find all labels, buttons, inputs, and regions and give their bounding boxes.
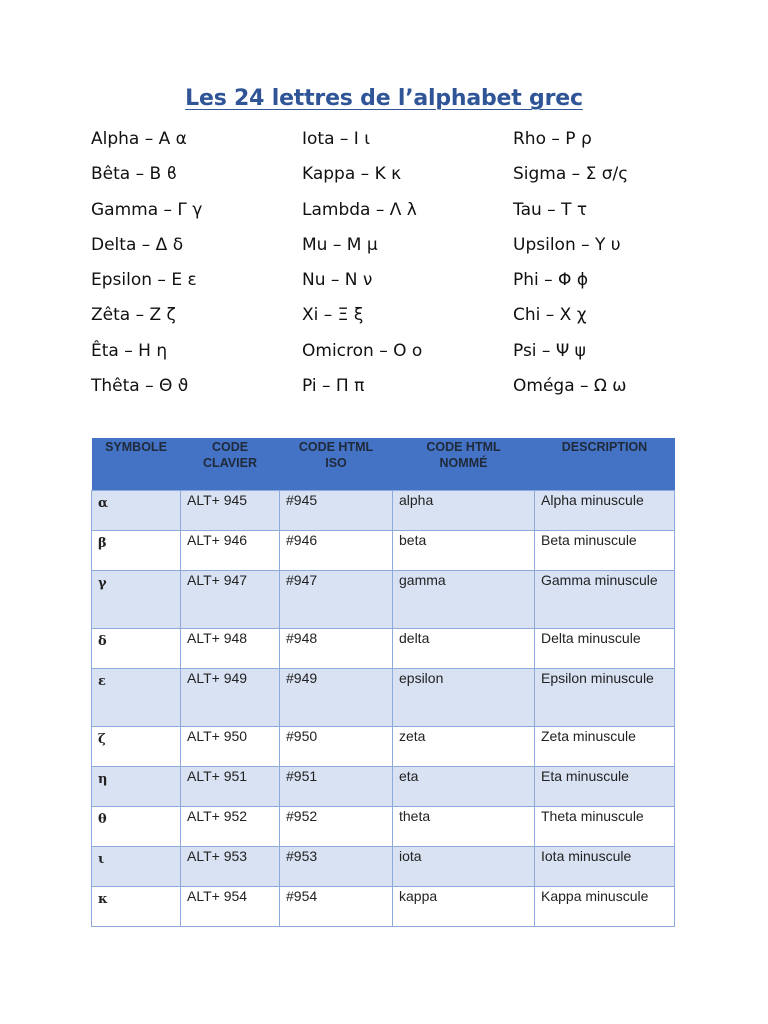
- symbol-cell: ι: [92, 847, 181, 887]
- table-row: [92, 887, 675, 927]
- description-cell: Kappa minuscule: [535, 887, 675, 927]
- html-iso-code-cell: #950: [280, 727, 393, 767]
- html-iso-code-cell: #954: [280, 887, 393, 927]
- symbol-cell: δ: [92, 629, 181, 669]
- keyboard-code-cell: ALT+ 947: [181, 571, 280, 629]
- html-named-code-cell: iota: [393, 847, 535, 887]
- html-iso-code-cell: #949: [280, 669, 393, 727]
- html-named-code-cell: alpha: [393, 491, 535, 531]
- letter-tau: Tau – Τ τ: [513, 199, 588, 220]
- description-cell: Epsilon minuscule: [535, 669, 675, 727]
- description-cell: Delta minuscule: [535, 629, 675, 669]
- keyboard-code-cell: ALT+ 948: [181, 629, 280, 669]
- table-row: [92, 571, 675, 629]
- letter-omega: Oméga – Ω ω: [513, 376, 627, 397]
- table-row: [92, 727, 675, 767]
- keyboard-code-cell: ALT+ 950: [181, 727, 280, 767]
- table-row: [92, 807, 675, 847]
- letter-pi: Pi – Π π: [302, 376, 365, 397]
- header-symbole: SYMBOLE: [92, 438, 181, 491]
- letter-xi: Xi – Ξ ξ: [302, 305, 364, 326]
- header-code-html-nomme: CODE HTML NOMMÉ: [393, 438, 535, 491]
- html-iso-code-cell: #951: [280, 767, 393, 807]
- letter-gamma: Gamma – Γ γ: [91, 199, 203, 220]
- table-row: [92, 531, 675, 571]
- description-cell: Theta minuscule: [535, 807, 675, 847]
- symbol-cell: θ: [92, 807, 181, 847]
- html-iso-code-cell: #952: [280, 807, 393, 847]
- table-row: [92, 491, 675, 531]
- keyboard-code-cell: ALT+ 945: [181, 491, 280, 531]
- html-named-code-cell: eta: [393, 767, 535, 807]
- html-named-code-cell: epsilon: [393, 669, 535, 727]
- document-title: Les 24 lettres de l’alphabet grec: [185, 86, 583, 111]
- keyboard-code-cell: ALT+ 949: [181, 669, 280, 727]
- letter-alpha: Alpha – Α α: [91, 129, 187, 149]
- keyboard-code-cell: ALT+ 954: [181, 887, 280, 927]
- letter-beta: Bêta – Β ϐ: [91, 164, 178, 185]
- letter-nu: Nu – Ν ν: [302, 270, 373, 291]
- keyboard-code-cell: ALT+ 951: [181, 767, 280, 807]
- letter-mu: Mu – Μ μ: [302, 234, 378, 255]
- description-cell: Iota minuscule: [535, 847, 675, 887]
- html-named-code-cell: gamma: [393, 571, 535, 629]
- letter-iota: Iota – Ι ι: [302, 129, 370, 149]
- html-iso-code-cell: #945: [280, 491, 393, 531]
- greek-letters-grid: [91, 126, 711, 408]
- keyboard-code-cell: ALT+ 952: [181, 807, 280, 847]
- letter-sigma: Sigma – Σ σ/ς: [513, 164, 629, 185]
- symbol-cell: α: [92, 491, 181, 531]
- table-header-row: [92, 438, 675, 491]
- letter-delta: Delta – Δ δ: [91, 234, 184, 255]
- table-body: [92, 491, 675, 927]
- description-cell: Gamma minuscule: [535, 571, 675, 629]
- symbol-cell: β: [92, 531, 181, 571]
- symbol-cell: γ: [92, 571, 181, 629]
- letter-kappa: Kappa – Κ κ: [302, 164, 402, 185]
- html-named-code-cell: kappa: [393, 887, 535, 927]
- letter-lambda: Lambda – Λ λ: [302, 199, 417, 220]
- symbol-cell: η: [92, 767, 181, 807]
- description-cell: Beta minuscule: [535, 531, 675, 571]
- html-iso-code-cell: #947: [280, 571, 393, 629]
- html-named-code-cell: beta: [393, 531, 535, 571]
- description-cell: Alpha minuscule: [535, 491, 675, 531]
- letter-eta: Êta – Η η: [91, 340, 168, 361]
- header-code-html-iso: CODE HTML ISO: [280, 438, 393, 491]
- keyboard-code-cell: ALT+ 953: [181, 847, 280, 887]
- html-iso-code-cell: #953: [280, 847, 393, 887]
- letter-psi: Psi – Ψ ψ: [513, 340, 586, 361]
- html-named-code-cell: theta: [393, 807, 535, 847]
- description-cell: Eta minuscule: [535, 767, 675, 807]
- header-description: DESCRIPTION: [535, 438, 675, 491]
- table-row: [92, 629, 675, 669]
- greek-codes-table: [91, 438, 675, 927]
- letter-omicron: Omicron – Ο ο: [302, 340, 423, 361]
- table-row: [92, 767, 675, 807]
- html-named-code-cell: delta: [393, 629, 535, 669]
- html-iso-code-cell: #948: [280, 629, 393, 669]
- letter-epsilon: Epsilon – Ε ε: [91, 270, 197, 291]
- header-code-clavier: CODE CLAVIER: [181, 438, 280, 491]
- keyboard-code-cell: ALT+ 946: [181, 531, 280, 571]
- symbol-cell: ε: [92, 669, 181, 727]
- letter-rho: Rho – Ρ ρ: [513, 129, 592, 149]
- html-iso-code-cell: #946: [280, 531, 393, 571]
- letter-chi: Chi – Χ χ: [513, 305, 587, 326]
- table-row: [92, 847, 675, 887]
- symbol-cell: κ: [92, 887, 181, 927]
- letter-theta: Thêta – Θ ϑ: [91, 376, 189, 397]
- html-named-code-cell: zeta: [393, 727, 535, 767]
- letter-phi: Phi – Φ ϕ: [513, 270, 589, 291]
- letter-upsilon: Upsilon – Υ υ: [513, 234, 621, 255]
- symbol-cell: ζ: [92, 727, 181, 767]
- letter-zeta: Zêta – Ζ ζ: [91, 305, 176, 326]
- table-row: [92, 669, 675, 727]
- description-cell: Zeta minuscule: [535, 727, 675, 767]
